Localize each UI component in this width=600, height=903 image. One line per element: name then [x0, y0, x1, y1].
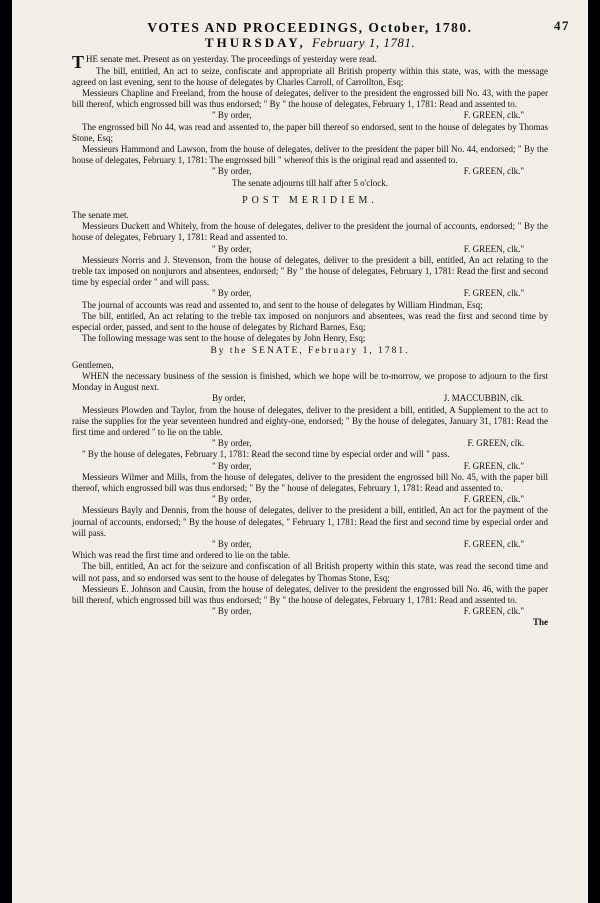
paragraph: Which was read the first time and ordered to lie on the table.: [72, 550, 291, 561]
scan-right-border: [588, 0, 600, 903]
signature-line: By order, J. MACCUBBIN, clk.: [212, 393, 524, 404]
signature-line: " By order, F. GREEN, clk.": [212, 606, 524, 617]
signature-line: " By order, F. GREEN, clk.": [212, 288, 524, 299]
paragraph: Messieurs Plowden and Taylor, from the house of delegates, deliver to the president a bill, entitled, A Supplement to the act to raise the supplies for the year seventeen hundred and eighty-one, endorsed; " By the house of delegates, January 31, 1781: Read the first time and ordered " to lie on the table.: [72, 404, 548, 437]
paragraph: Messieurs Norris and J. Stevenson, from the house of delegates, deliver to the president a bill, entitled, An act relating to the treble tax imposed on nonjurors and absentees, endorsed; " By " the house of delegates, February 1, 1781: Read the first and second time by especial order " and will pass.: [72, 254, 548, 288]
running-header: [72, 18, 570, 35]
senate-dateline: By the SENATE, February 1, 1781.: [210, 346, 410, 357]
message-text: WHEN the necessary business of the session is finished, which we hope will be to-morrow, we propose to adjourn to the first Monday in August next.: [72, 370, 548, 393]
paragraph: The bill, entitled, An act relating to the treble tax imposed on nonjurors and absentees, was read the first and second time by especial order, passed, and sent to the house of delegates by Richard Barnes, Esq;: [72, 310, 548, 333]
signature-line: " By order, F. GREEN, clk.": [212, 243, 524, 254]
day-title: THURSDAY,: [204, 35, 306, 51]
paragraph: Messieurs E. Johnson and Causin, from the house of delegates, deliver to the president the engrossed bill No. 46, with the paper bill thereof, which engrossed bill was thus endorsed; " By " the house of delegates, February 1, 1781: Read and assented to.: [72, 583, 548, 605]
signature-line: " By order, F. GREEN, clk.": [212, 494, 524, 505]
paragraph: The following message was sent to the house of delegates by John Henry, Esq;: [82, 333, 366, 344]
scan-left-border: [0, 0, 12, 903]
signature-line: " By order, F. GREEN, clk.": [212, 538, 524, 549]
drop-cap: T: [72, 52, 85, 73]
paragraph: Messieurs Hammond and Lawson, from the house of delegates, deliver to the president the paper bill No. 44, endorsed; " By the house of delegates, February 1, 1781: The engrossed bill " whereof this is the original read and assented to.: [72, 144, 548, 166]
paragraph: Messieurs Duckett and Whitely, from the house of delegates, deliver to the president the journal of accounts, endorsed; " By the house of delegates, February 1, 1781: Read and assented to.: [72, 221, 548, 243]
day-heading: [72, 35, 548, 51]
adjourn-note: The senate adjourns till half after 5 o'clock.: [231, 177, 389, 188]
paragraph: Messieurs Wilmer and Mills, from the house of delegates, deliver to the president the engrossed bill No. 45, with the paper bill thereof, which engrossed bill was thus endorsed; " By the " house of delegates, February 1, 1781: Read and assented to.: [72, 471, 548, 493]
paragraph: Messieurs Chapline and Freeland, from the house of delegates, deliver to the president the engrossed bill No. 43, with the paper bill thereof, which engrossed bill was thus endorsed; " By " the house of delegates, February 1, 1781: Read and assented to.: [72, 88, 548, 110]
catchword: The: [532, 617, 548, 628]
paragraph: The bill, entitled, An act to seize, confiscate and appropriate all British property within this state, was, with the message agreed on last evening, sent to the house of delegates by Charles Carroll, of Carrollton, Esq;: [72, 65, 548, 87]
signature-line: " By order, F. GREEN, clk.": [212, 110, 524, 121]
paragraph: The engrossed bill No 44, was read and assented to, the paper bill thereof so endorsed, sent to the house of delegates by Thomas Stone, Esq;: [72, 121, 548, 143]
paragraph: The senate met.: [72, 210, 129, 221]
paragraph: Messieurs Bayly and Dennis, from the house of delegates, deliver to the president a bill, entitled, An act for the payment of the journal of accounts, endorsed; " By the house of delegates, " February 1, 1781: Read the first and second time by especial order and will pass.: [72, 505, 548, 538]
signature-line: " By order, F. GREEN, clk.": [212, 166, 524, 177]
signature-line: " By order, F. GREEN, clk.: [212, 438, 524, 449]
paragraph: " By the house of delegates, February 1, 1781: Read the second time by especial order and will " pass.: [82, 449, 450, 460]
paragraph: The journal of accounts was read and assented to, and sent to the house of delegates by William Hindman, Esq;: [82, 299, 483, 310]
page-content: [72, 18, 570, 629]
opening-paragraph: THE senate met. Present as on yesterday. The proceedings of yesterday were read.: [72, 52, 377, 73]
running-title: VOTES AND PROCEEDINGS, October, 1780.: [147, 20, 473, 35]
day-date: February 1, 1781.: [311, 35, 416, 51]
signature-line: " By order, F. GREEN, clk.": [212, 460, 524, 471]
section-title: POST MERIDIEM.: [242, 194, 378, 206]
page-number: 47: [554, 18, 570, 33]
salutation: Gentlemen,: [72, 359, 114, 370]
paragraph: The bill, entitled, An act for the seizure and confiscation of all British property within this state, was read the second time and will not pass, and so endorsed was sent to the house of delegates by Thomas Stone, Esq;: [72, 561, 548, 583]
document-page: [12, 0, 588, 903]
